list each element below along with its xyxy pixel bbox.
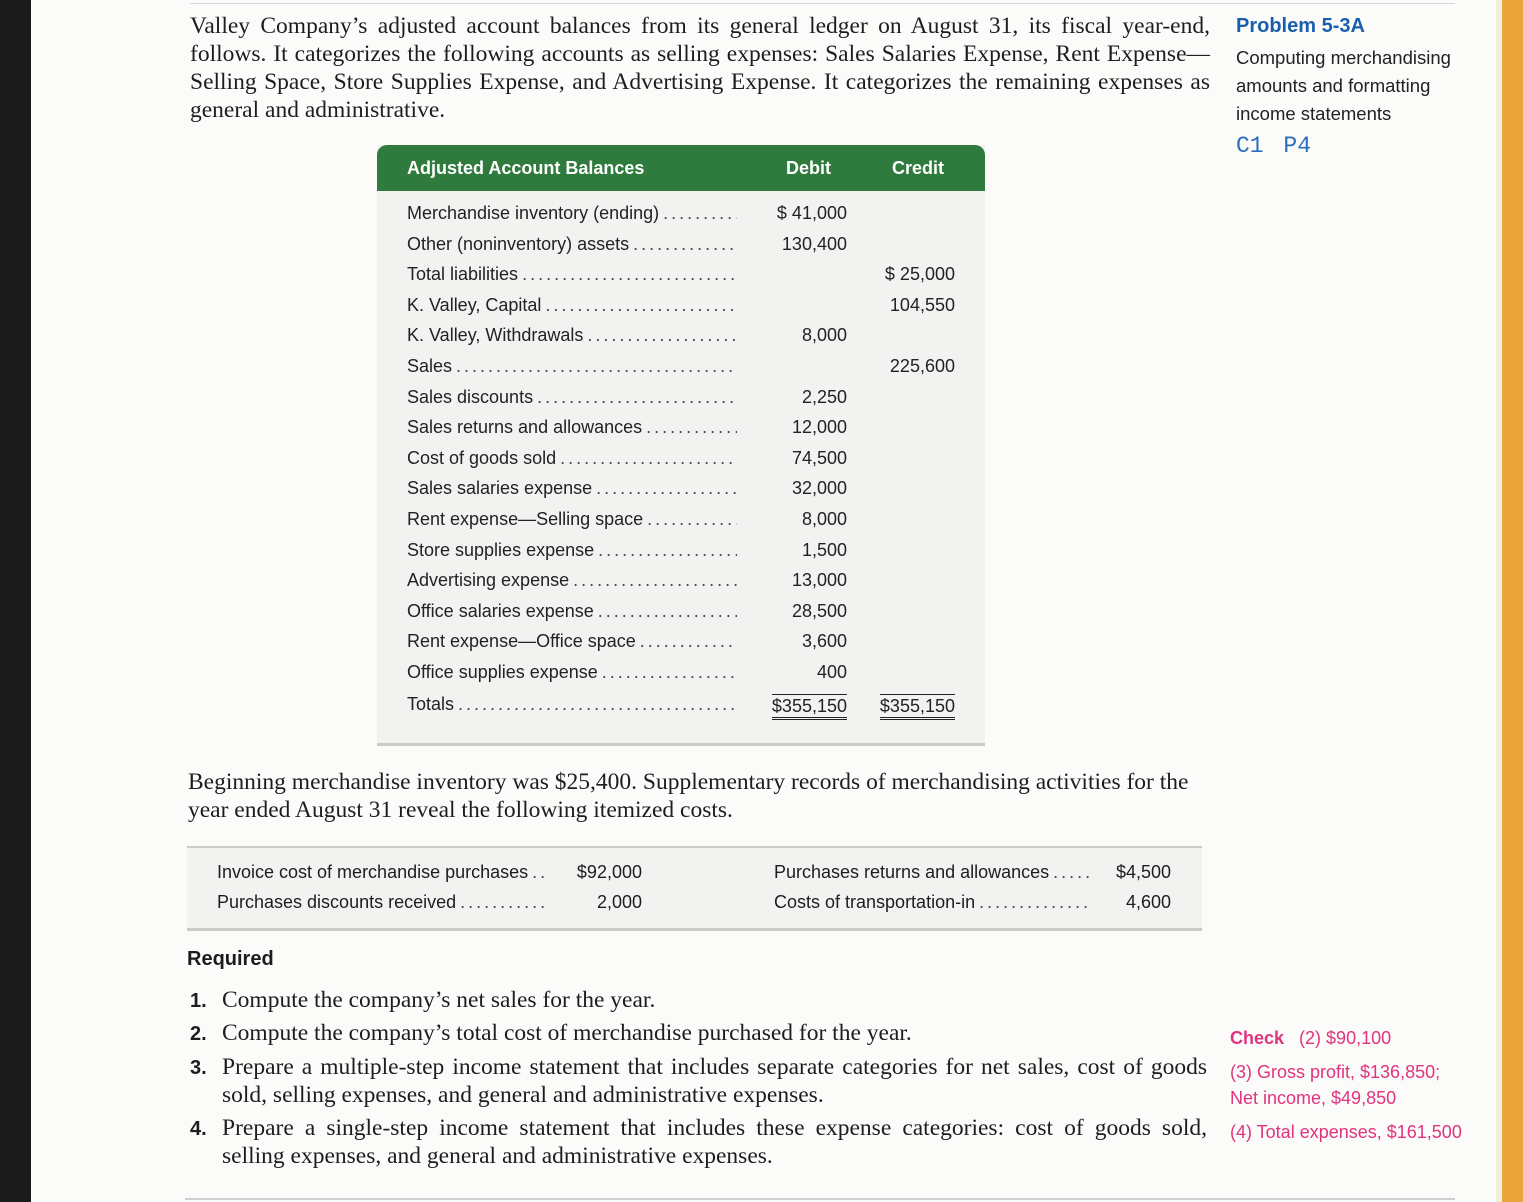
debit-value: 130,400 — [781, 234, 847, 254]
intro-paragraph: Valley Company’s adjusted account balances from its general ledger on August 31, its fiscal year-end, follows. It categorizes the following accounts as selling expenses: Sales Salaries Expense, Rent Expense—Selling Space, Store Supplies Expense, and Advertising Expense. It categorizes the remaining expenses as general and administrative. — [190, 13, 1210, 123]
account-name: Advertising expense . . . — [407, 570, 737, 591]
required-heading: Required — [187, 948, 274, 970]
table-row — [377, 448, 985, 478]
account-name: K. Valley, Withdrawals . . . — [407, 325, 737, 346]
table-row — [377, 295, 985, 325]
debit-value: 12,000 — [791, 417, 847, 437]
credit-value: 104,550 — [889, 295, 955, 315]
cost-value: 4,600 — [1125, 892, 1171, 912]
debit-value: 3,600 — [801, 631, 847, 651]
learning-objective-codes: C1 P4 — [1236, 133, 1312, 159]
cost-label: Purchases returns and allowances . . . — [774, 862, 1089, 883]
account-name: Cost of goods sold . . . — [407, 448, 737, 469]
table-row — [377, 203, 985, 233]
check-answers — [1230, 1025, 1490, 1145]
table-header — [377, 145, 985, 191]
cost-label: Invoice cost of merchandise purchases . . . — [217, 862, 547, 883]
account-name: Merchandise inventory (ending) . . . — [407, 203, 737, 224]
debit-value: 13,000 — [791, 570, 847, 590]
table-row — [377, 662, 985, 692]
account-name: Store supplies expense . . . — [407, 540, 737, 561]
table-row — [377, 631, 985, 661]
problem-title: Problem 5-3A — [1236, 15, 1365, 37]
check-line: Net income, $49,850 — [1230, 1088, 1397, 1108]
table-row — [377, 509, 985, 539]
debit-value: 74,500 — [791, 448, 847, 468]
account-name: Total liabilities . . . — [407, 264, 737, 285]
problem-subtitle: Computing merchandising amounts and formatting income statements — [1236, 47, 1451, 124]
account-name: Rent expense—Selling space . . . — [407, 509, 737, 530]
table-row — [377, 417, 985, 447]
account-name: Sales returns and allowances . . . — [407, 417, 737, 438]
account-name: K. Valley, Capital . . . — [407, 295, 737, 316]
totals-row — [377, 694, 985, 724]
debit-value: 8,000 — [801, 509, 847, 529]
top-rule — [190, 3, 1455, 4]
orange-page-edge — [1502, 0, 1523, 1202]
item-text: Prepare a multiple-step income statement that includes separate categories for net sales, cost of goods sold, selling expenses, and general and administrative expenses. — [222, 1054, 1207, 1108]
account-name: Rent expense—Office space . . . — [407, 631, 737, 652]
debit-value: 28,500 — [791, 601, 847, 621]
totals-debit: $355,150 — [772, 694, 847, 720]
credit-value: $ 25,000 — [884, 264, 955, 284]
table-row — [377, 356, 985, 386]
table-row — [377, 325, 985, 355]
debit-value: 8,000 — [801, 325, 847, 345]
cost-item — [217, 862, 642, 892]
cost-value: $4,500 — [1115, 862, 1171, 882]
cost-label: Costs of transportation-in . . . — [774, 892, 1089, 913]
header-account: Adjusted Account Balances — [407, 158, 645, 178]
adjusted-balances-table — [377, 145, 985, 746]
check-label: Check — [1230, 1028, 1285, 1048]
check-line: (3) Gross profit, $136,850; — [1230, 1062, 1441, 1082]
cost-item — [217, 892, 642, 922]
cost-value: $92,000 — [576, 862, 642, 882]
cost-item — [774, 892, 1171, 922]
totals-label: Totals . . . — [407, 694, 737, 715]
header-credit: Credit — [892, 158, 945, 178]
totals-credit: $355,150 — [880, 694, 955, 720]
cost-item — [774, 862, 1171, 892]
item-text: Compute the company’s net sales for the year. — [222, 987, 656, 1013]
account-name: Other (noninventory) assets . . . — [407, 234, 737, 255]
supplementary-paragraph: Beginning merchandise inventory was $25,400. Supplementary records of merchandising activities for the year ended August 31 reveal the following itemized costs. — [188, 769, 1189, 823]
check-line: (4) Total expenses, $161,500 — [1230, 1122, 1462, 1142]
item-text: Compute the company’s total cost of merchandise purchased for the year. — [222, 1020, 912, 1046]
table-row — [377, 387, 985, 417]
page-edge-shadow — [0, 0, 31, 1202]
account-name: Sales salaries expense . . . — [407, 478, 737, 499]
account-name: Office supplies expense . . . — [407, 662, 737, 683]
account-name: Office salaries expense . . . — [407, 601, 737, 622]
cost-value: 2,000 — [596, 892, 642, 912]
check-line: (2) $90,100 — [1299, 1028, 1392, 1048]
table-row — [377, 264, 985, 294]
item-number: 1. — [190, 990, 207, 1012]
debit-value: 1,500 — [801, 540, 847, 560]
item-number: 3. — [190, 1057, 207, 1079]
debit-value: 2,250 — [801, 387, 847, 407]
table-row — [377, 570, 985, 600]
table-row — [377, 540, 985, 570]
debit-value: 400 — [816, 662, 847, 682]
account-name: Sales . . . — [407, 356, 737, 377]
table-row — [377, 234, 985, 264]
table-row — [377, 601, 985, 631]
item-number: 2. — [190, 1023, 207, 1045]
required-item — [190, 986, 1205, 1016]
required-item — [190, 1019, 1205, 1049]
item-number: 4. — [190, 1118, 207, 1140]
itemized-costs-table — [187, 846, 1202, 931]
credit-value: 225,600 — [889, 356, 955, 376]
account-name: Sales discounts . . . — [407, 387, 737, 408]
required-item — [190, 1114, 1205, 1172]
item-text: Prepare a single-step income statement that includes these expense categories: cost of goods sold, selling expenses, and general and administrative expenses. — [222, 1115, 1207, 1169]
bottom-rule — [185, 1198, 1455, 1200]
debit-value: 32,000 — [791, 478, 847, 498]
required-item — [190, 1053, 1205, 1111]
debit-value: $ 41,000 — [776, 203, 847, 223]
table-row — [377, 478, 985, 508]
cost-label: Purchases discounts received . . . — [217, 892, 547, 913]
header-debit: Debit — [786, 158, 831, 178]
